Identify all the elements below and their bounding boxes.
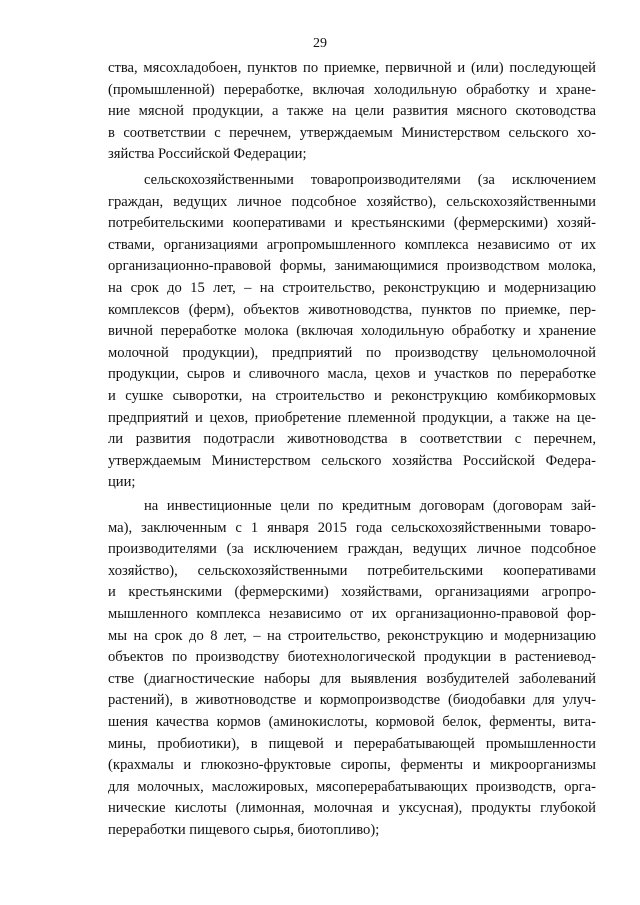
text-line: стве (диагностические наборы для выявления возбудителей заболеваний — [108, 670, 596, 687]
text-line: сельскохозяйственными товаропроизводителями (за исключением — [144, 172, 596, 188]
text-line: на срок до 15 лет, – на строительство, реконструкцию и модернизацию — [108, 279, 596, 296]
text-line: хозяйство), сельскохозяйственными потребительскими кооперативами — [108, 562, 596, 579]
text-line: организационно-правовой формы, занимающимися производством молока, — [108, 258, 596, 275]
text-line: (крахмалы и глюкозно-фруктовые сиропы, ферменты и микроорганизмы — [108, 757, 596, 774]
text-line: производителями (за исключением граждан, ведущих личное подсобное — [108, 541, 596, 558]
text-line: нические кислоты (лимонная, молочная и уксусная), продукты глубокой — [108, 800, 596, 817]
text-line: ства, мясохладобоен, пунктов по приемке, первичной и (или) последующей — [108, 60, 596, 76]
page-number: 29 — [313, 36, 327, 51]
text-line: зяйства Российской Федерации; — [108, 146, 307, 163]
text-line: продукции, сыров и сливочного масла, цехов и участков по переработке — [108, 366, 596, 383]
text-line: растений), в животноводстве и кормопроизводстве (биодобавки для улуч- — [108, 692, 596, 709]
text-line: и крестьянскими (фермерскими) хозяйствами, организациями агропро- — [108, 584, 596, 601]
text-line: ции; — [108, 474, 136, 491]
text-line: переработки пищевого сырья, биотопливо); — [108, 821, 380, 838]
text-line: (промышленной) переработке, включая холодильную обработку и хране- — [108, 81, 596, 98]
paragraph-1 — [108, 58, 596, 166]
text-line: ма), заключенным с 1 января 2015 года сельскохозяйственными товаро- — [108, 519, 596, 536]
text-line: ние мясной продукции, а также на цели развития мясного скотоводства — [108, 103, 596, 120]
paragraph-2 — [108, 170, 596, 494]
text-line: на инвестиционные цели по кредитным договорам (договорам зай- — [144, 498, 596, 514]
text-line: объектов по производству биотехнологической продукции в растениевод- — [108, 649, 596, 666]
text-line: ствами, организациями агропромышленного комплекса независимо от их — [108, 236, 596, 253]
text-line: для молочных, масложировых, мясоперерабатывающих производств, орга- — [108, 778, 596, 795]
text-line: ли развития подотрасли животноводства в соответствии с перечнем, — [108, 431, 596, 448]
text-line: вичной переработке молока (включая холодильную обработку и хранение — [108, 323, 596, 340]
text-line: утверждаемым Министерством сельского хозяйства Российской Федера- — [108, 452, 596, 469]
text-line: мины, пробиотики), в пищевой и перерабатывающей промышленности — [108, 735, 596, 752]
text-line: шения качества кормов (аминокислоты, кормовой белок, ферменты, вита- — [108, 713, 596, 730]
text-line: мышленного комплекса независимо от их организационно-правовой фор- — [108, 605, 596, 622]
text-line: граждан, ведущих личное подсобное хозяйство), сельскохозяйственными — [108, 193, 596, 210]
text-line: и сушке сыворотки, на строительство и реконструкцию комбикормовых — [108, 387, 596, 404]
text-line: мы на срок до 8 лет, – на строительство, реконструкцию и модернизацию — [108, 627, 596, 644]
text-line: потребительскими кооперативами и крестьянскими (фермерскими) хозяй- — [108, 215, 596, 232]
text-line: в соответствии с перечнем, утверждаемым Министерством сельского хо- — [108, 124, 596, 141]
text-line: комплексов (ферм), объектов животноводства, пунктов по приемке, пер- — [108, 301, 596, 318]
text-line: молочной продукции), предприятий по производству цельномолочной — [108, 344, 596, 361]
paragraph-3 — [108, 496, 596, 842]
text-line: предприятий и цехов, приобретение племенной продукции, а также на це- — [108, 409, 596, 426]
